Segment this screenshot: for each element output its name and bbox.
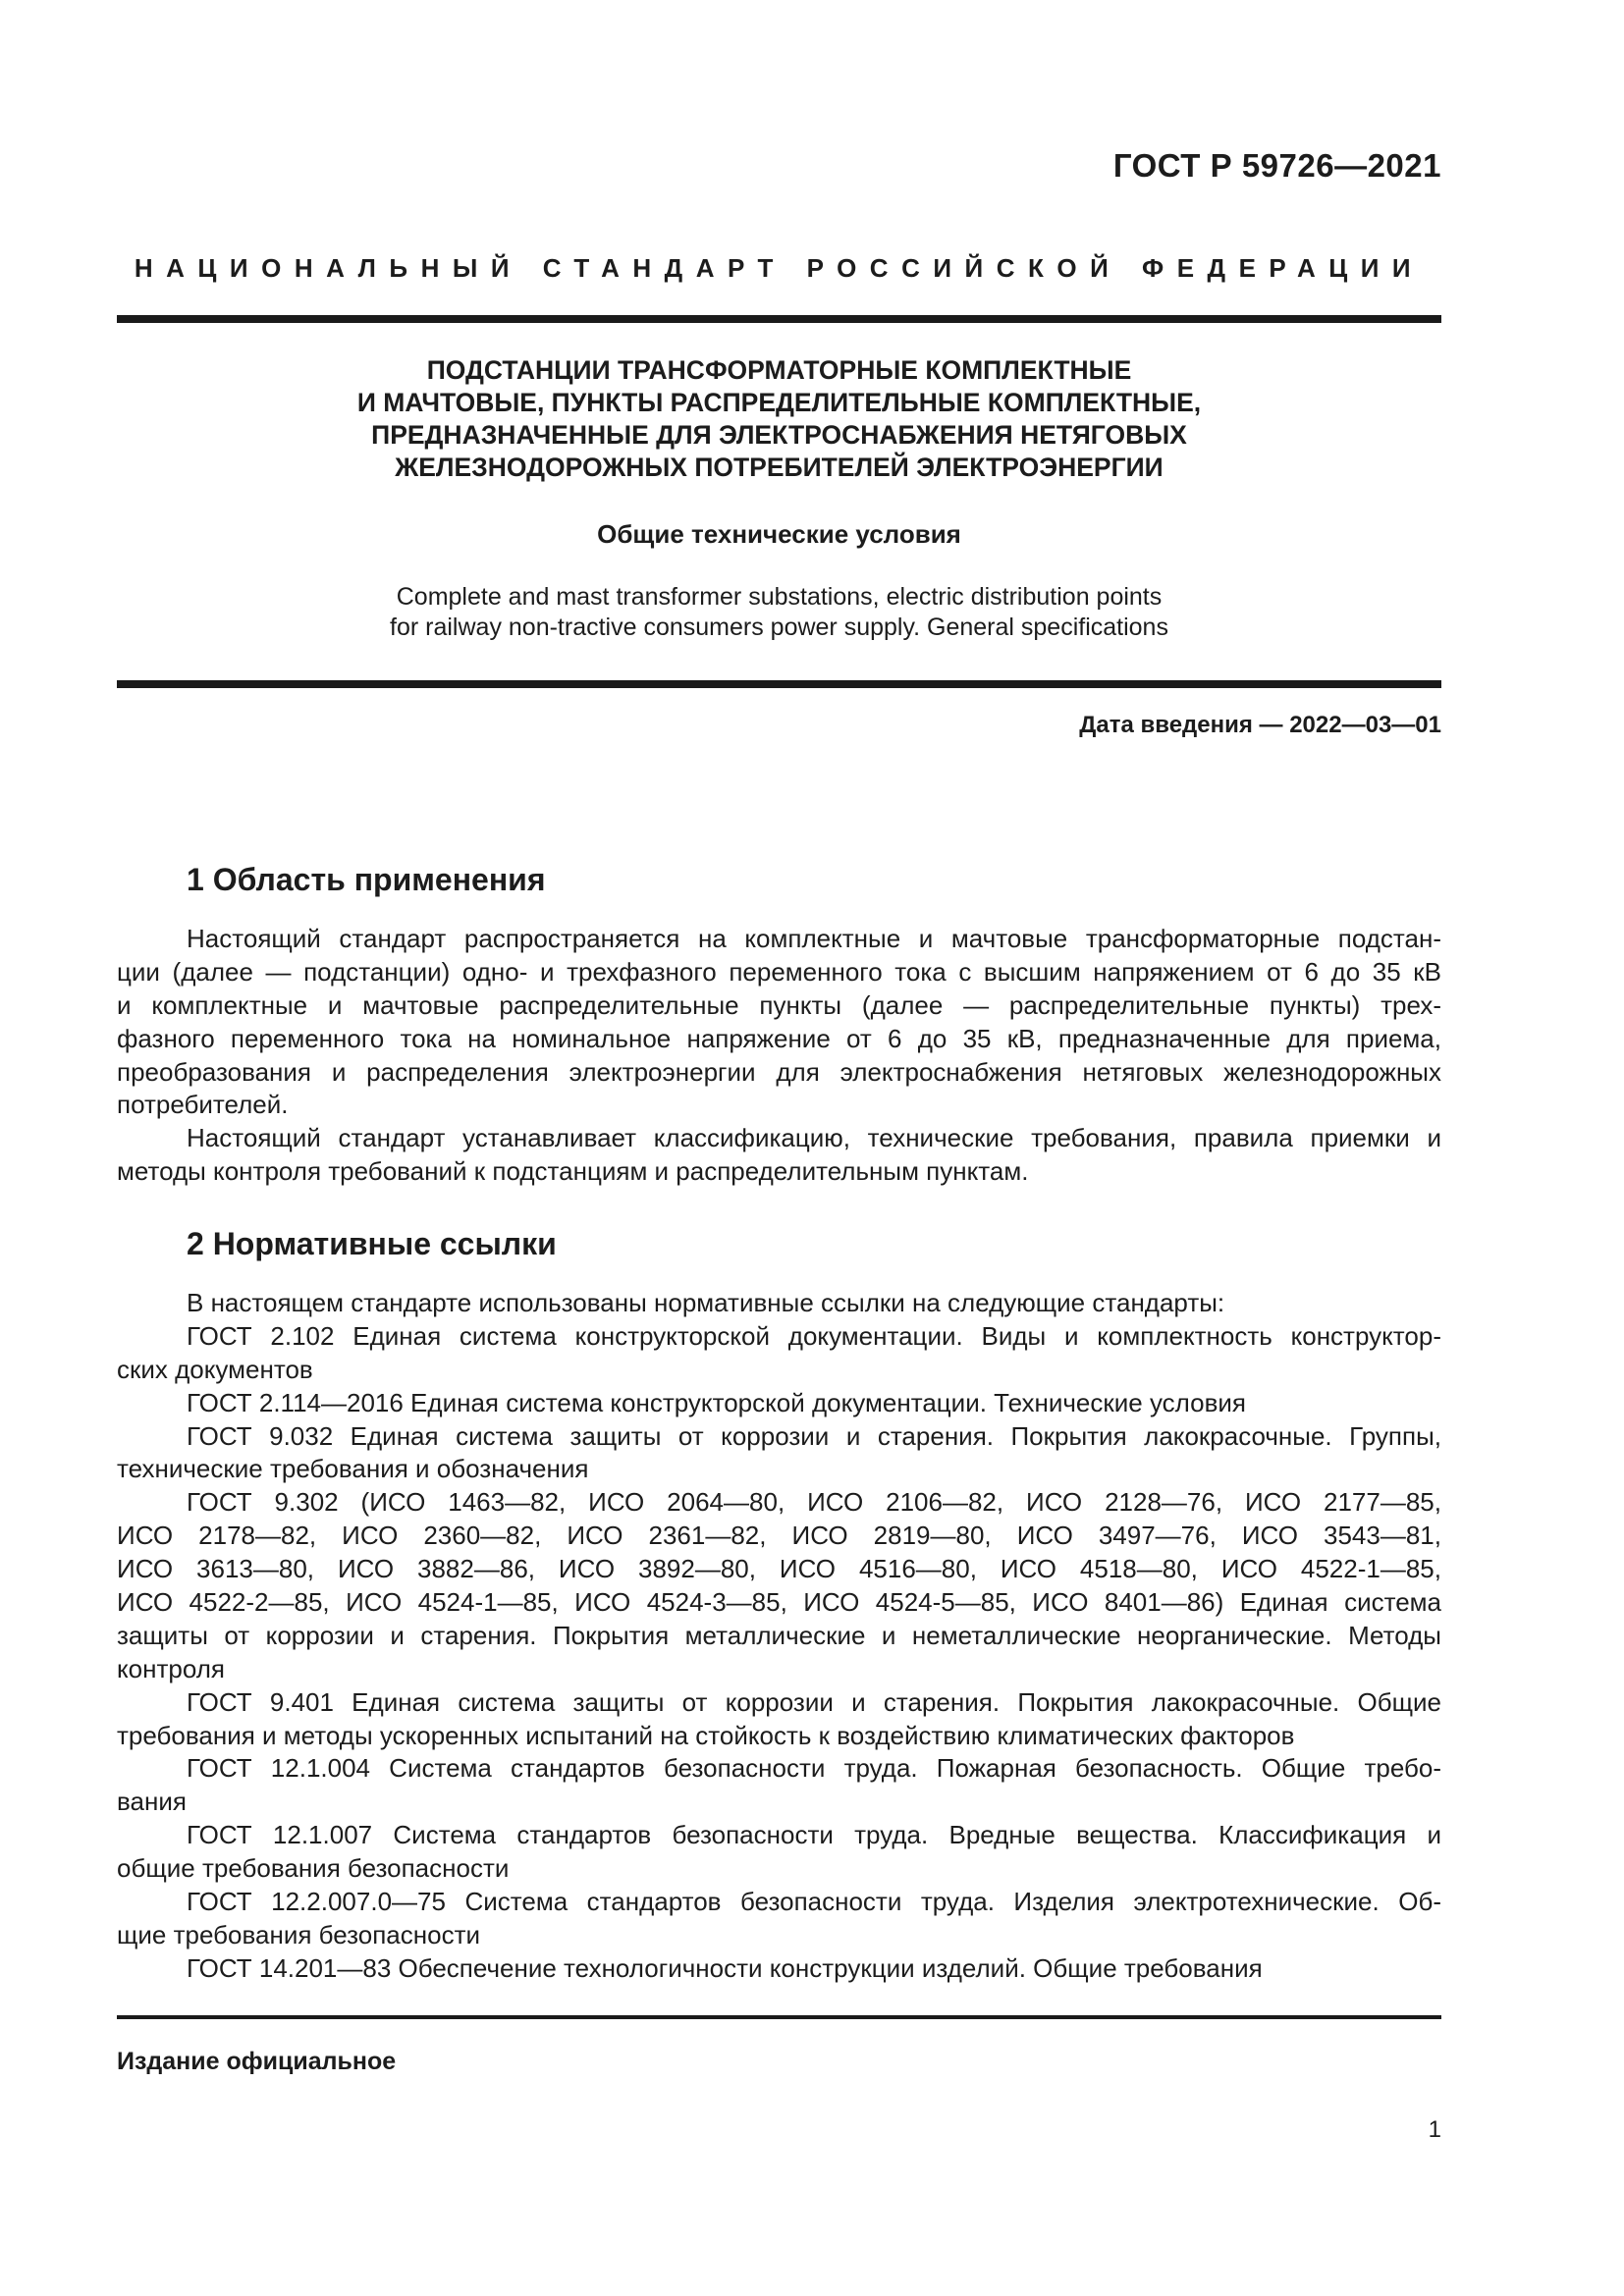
text-line: методы контроля требований к подстанциям и распределительным пунктам.	[117, 1156, 1029, 1187]
reference-line: требования и методы ускоренных испытаний на стойкость к воздействию климатических факторов	[117, 1720, 1295, 1750]
official-edition-label: Издание официальное	[117, 2048, 397, 2075]
text-line: и комплектные и мачтовые распределительные пункты (далее — распределительные пункты) трех-	[117, 989, 1441, 1020]
page-number: 1	[1428, 2116, 1441, 2143]
reference-line: ГОСТ 12.2.007.0—75 Система стандартов безопасности труда. Изделия электротехнические. Об-	[187, 1887, 1441, 1917]
reference-line: ГОСТ 9.401 Единая система защиты от коррозии и старения. Покрытия лакокрасочные. Общие	[187, 1686, 1441, 1717]
reference-line: ИСО 2178—82, ИСО 2360—82, ИСО 2361—82, ИСО 2819—80, ИСО 3497—76, ИСО 3543—81,	[117, 1521, 1441, 1551]
text-line: преобразования и распределения электроэнергии для электроснабжения нетяговых железнодорожных	[117, 1056, 1441, 1087]
reference-line: технические требования и обозначения	[117, 1454, 589, 1484]
section-heading-scope: 1 Область применения	[187, 862, 546, 897]
english-title	[117, 582, 1441, 643]
reference-line: ГОСТ 12.1.007 Система стандартов безопасности труда. Вредные вещества. Классификация и	[187, 1820, 1441, 1850]
reference-line: щие требования безопасности	[117, 1919, 481, 1949]
header-rule	[117, 315, 1441, 323]
section-scope-body	[117, 923, 1441, 1189]
document-subtitle: Общие технические условия	[597, 519, 961, 549]
reference-line: ИСО 3613—80, ИСО 3882—86, ИСО 3892—80, ИСО 4516—80, ИСО 4518—80, ИСО 4522-1—85,	[117, 1554, 1441, 1584]
section-heading-references: 2 Нормативные ссылки	[187, 1226, 557, 1261]
reference-line: ГОСТ 12.1.004 Система стандартов безопасности труда. Пожарная безопасность. Общие требо-	[187, 1753, 1441, 1784]
reference-line: защиты от коррозии и старения. Покрытия металлические и неметаллические неорганические. Методы	[117, 1620, 1441, 1650]
english-title-line: Complete and mast transformer substations, electric distribution points	[396, 583, 1163, 611]
title-rule	[117, 680, 1441, 688]
title-line: ПРЕДНАЗНАЧЕННЫЕ ДЛЯ ЭЛЕКТРОСНАБЖЕНИЯ НЕТЯГОВЫХ	[371, 420, 1187, 450]
standard-designation: ГОСТ Р 59726—2021	[1112, 147, 1441, 184]
text-line: потребителей.	[117, 1090, 289, 1120]
text-line: Настоящий стандарт устанавливает классификацию, технические требования, правила приемки и	[187, 1123, 1441, 1153]
text-line: ции (далее — подстанции) одно- и трехфазного переменного тока с высшим напряжением от 6 до 35 кВ	[117, 956, 1441, 987]
text-line: В настоящем стандарте использованы нормативные ссылки на следующие стандарты:	[187, 1288, 1225, 1317]
reference-line: ГОСТ 14.201—83 Обеспечение технологичности конструкции изделий. Общие требования	[187, 1952, 1263, 1983]
reference-line: вания	[117, 1787, 187, 1817]
reference-line: ГОСТ 2.102 Единая система конструкторской документации. Виды и комплектность конструктор-	[187, 1320, 1441, 1351]
title-line: ЖЕЛЕЗНОДОРОЖНЫХ ПОТРЕБИТЕЛЕЙ ЭЛЕКТРОЭНЕРГИИ	[395, 453, 1164, 482]
reference-line: ских документов	[117, 1354, 313, 1384]
footer-rule	[117, 2015, 1441, 2019]
text-line: фазного переменного тока на номинальное напряжение от 6 до 35 кВ, предназначенные для приема,	[117, 1023, 1441, 1053]
document-title	[117, 354, 1441, 484]
reference-line: ИСО 4522-2—85, ИСО 4524-1—85, ИСО 4524-3—85, ИСО 4524-5—85, ИСО 8401—86) Единая система	[117, 1587, 1441, 1618]
title-line: И МАЧТОВЫЕ, ПУНКТЫ РАСПРЕДЕЛИТЕЛЬНЫЕ КОМПЛЕКТНЫЕ,	[356, 388, 1202, 417]
title-line: ПОДСТАНЦИИ ТРАНСФОРМАТОРНЫЕ КОМПЛЕКТНЫЕ	[426, 355, 1132, 385]
reference-line: ГОСТ 9.302 (ИСО 1463—82, ИСО 2064—80, ИСО 2106—82, ИСО 2128—76, ИСО 2177—85,	[187, 1487, 1441, 1518]
section-references-body	[117, 1287, 1441, 1986]
text-line: Настоящий стандарт распространяется на комплектные и мачтовые трансформаторные подстан-	[187, 924, 1441, 953]
introduction-date: Дата введения — 2022—03—01	[1079, 712, 1441, 738]
reference-line: контроля	[117, 1653, 225, 1683]
reference-line: ГОСТ 9.032 Единая система защиты от коррозии и старения. Покрытия лакокрасочные. Группы,	[187, 1420, 1441, 1451]
reference-line: общие требования безопасности	[117, 1853, 510, 1884]
reference-line: ГОСТ 2.114—2016 Единая система конструкторской документации. Технические условия	[187, 1387, 1246, 1417]
national-standard-banner: НАЦИОНАЛЬНЫЙ СТАНДАРТ РОССИЙСКОЙ ФЕДЕРАЦИИ	[134, 253, 1425, 283]
english-title-line: for railway non-tractive consumers power supply. General specifications	[390, 614, 1168, 641]
